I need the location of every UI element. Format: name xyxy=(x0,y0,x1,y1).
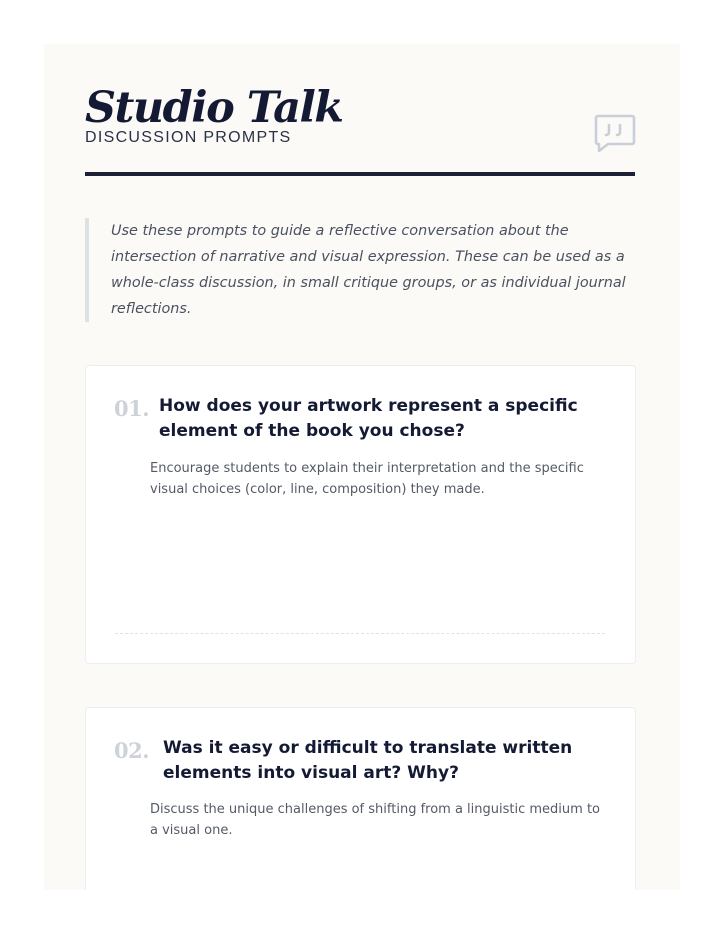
header-divider xyxy=(85,172,635,176)
intro-text: Use these prompts to guide a reflective conversation about the intersection of narrative and visual expression. These can be used as a whole-class discussion, in small critique groups, or as individual journal reflections. xyxy=(85,218,656,322)
answer-line xyxy=(115,633,605,634)
prompt-question: Was it easy or difficult to translate written elements into visual art? Why? xyxy=(163,738,573,783)
prompt-question: How does your artwork represent a specific element of the book you chose? xyxy=(159,396,578,441)
page-title: Studio Talk xyxy=(85,83,343,133)
prompt-number: 02. xyxy=(114,738,150,763)
prompt-number: 01. xyxy=(114,396,150,421)
prompt-hint: Discuss the unique challenges of shifting from a linguistic medium to a visual one. xyxy=(150,802,600,838)
prompt-card xyxy=(85,365,636,664)
page-subtitle: DISCUSSION PROMPTS xyxy=(85,129,292,146)
quote-bubble-icon xyxy=(594,112,636,152)
handout-page xyxy=(44,44,680,890)
prompt-hint: Encourage students to explain their interpretation and the specific visual choices (color, line, composition) they made. xyxy=(150,461,584,497)
prompt-card xyxy=(85,707,636,890)
